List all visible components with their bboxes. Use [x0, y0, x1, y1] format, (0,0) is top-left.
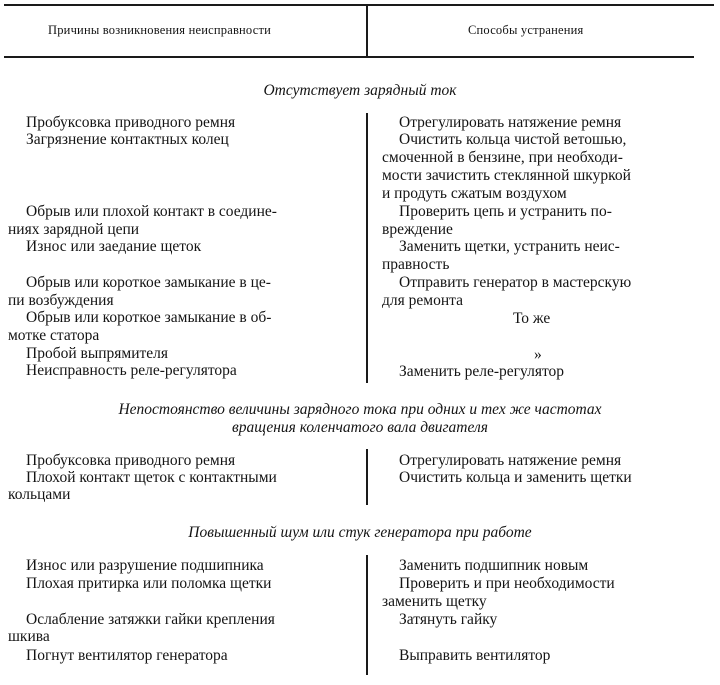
header-causes: Причины возникновения неисправности [48, 23, 271, 37]
remedy-line: Выправить вентилятор [399, 647, 551, 664]
remedy-line: Отправить генератор в мастерскую [399, 274, 632, 291]
cause-line: Обрыв или короткое замыкание в об- [26, 309, 272, 326]
section-title: Непостоянство величины зарядного тока при одних и тех же частотах [118, 401, 602, 418]
cause-line: мотке статора [8, 327, 100, 344]
remedy-line: Проверить цепь и устранить по- [399, 203, 612, 220]
cause-line: Износ или разрушение подшипника [26, 557, 264, 574]
cause-line: Неисправность реле-регулятора [26, 362, 237, 379]
remedy-line: вреждение [382, 221, 453, 238]
remedy-line: Очистить кольца и заменить щетки [399, 469, 632, 486]
cause-line: Пробуксовка приводного ремня [26, 114, 236, 131]
cause-line: Загрязнение контактных колец [26, 131, 229, 148]
cause-line: Износ или заедание щеток [26, 238, 202, 255]
section-title: вращения коленчатого вала двигателя [232, 419, 488, 436]
cause-line: ниях зарядной цепи [8, 221, 140, 238]
cause-line: Погнут вентилятор генератора [26, 647, 228, 664]
remedy-line: Заменить подшипник новым [399, 557, 589, 574]
remedy-line: Проверить и при необходимости [399, 575, 615, 592]
header-rule [4, 56, 694, 58]
remedy-line: мости зачистить стеклянной шкуркой [382, 167, 631, 184]
header-divider [366, 4, 368, 56]
cause-line: Обрыв или плохой контакт в соедине- [26, 203, 277, 220]
cause-line: Пробой выпрямителя [26, 345, 169, 362]
top-rule [4, 4, 714, 6]
column-divider [366, 555, 368, 675]
cause-line: Обрыв или короткое замыкание в це- [26, 274, 271, 291]
cause-line: пи возбуждения [8, 292, 114, 309]
cause-line: Пробуксовка приводного ремня [26, 452, 236, 469]
remedy-line: Заменить щетки, устранить неис- [399, 238, 620, 255]
remedy-line: Очистить кольца чистой ветошью, [399, 131, 627, 148]
remedy-line: для ремонта [382, 292, 463, 309]
cause-line: Плохая притирка или поломка щетки [26, 575, 272, 592]
column-divider [366, 113, 368, 383]
remedy-line: правность [382, 256, 450, 273]
section-title: Повышенный шум или стук генератора при работе [188, 524, 532, 541]
remedy-line: Затянуть гайку [399, 611, 498, 628]
remedy-line: заменить щетку [382, 593, 487, 610]
cause-line: кольцами [8, 486, 71, 503]
remedy-line: То же [513, 310, 551, 327]
cause-line: Ослабление затяжки гайки крепления [26, 611, 275, 628]
section-title: Отсутствует зарядный ток [263, 82, 457, 99]
remedy-line: » [534, 346, 542, 363]
remedy-line: Заменить реле-регулятор [399, 363, 565, 380]
column-divider [366, 449, 368, 505]
remedy-line: Отрегулировать натяжение ремня [399, 114, 622, 131]
cause-line: Плохой контакт щеток с контактными [26, 469, 277, 486]
remedy-line: Отрегулировать натяжение ремня [399, 452, 622, 469]
cause-line: шкива [8, 628, 50, 645]
remedy-line: смоченной в бензине, при необходи- [382, 149, 623, 166]
header-remedies: Способы устранения [468, 23, 584, 37]
remedy-line: и продуть сжатым воздухом [382, 185, 567, 202]
